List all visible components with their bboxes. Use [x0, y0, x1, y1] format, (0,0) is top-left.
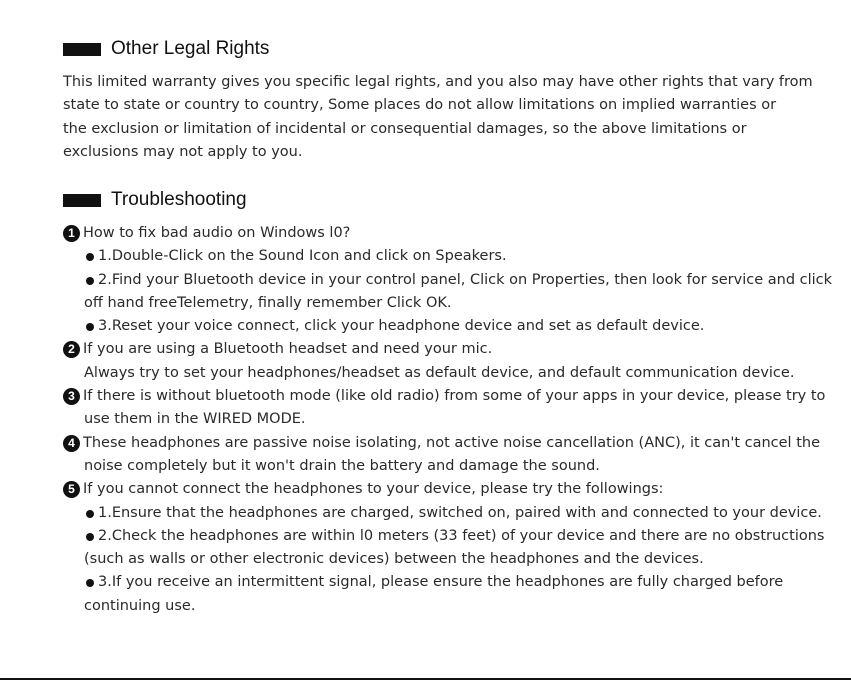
troubleshooting-title: Troubleshooting — [111, 189, 247, 210]
question-row — [63, 432, 843, 455]
bullet-text: 1.Ensure that the headphones are charged, switched on, paired with and connected to your device. — [98, 504, 822, 521]
bullet-text: 2.Find your Bluetooth device in your control panel, Click on Properties, then look for service and click — [98, 271, 833, 288]
number-badge-icon: 5 — [63, 481, 80, 498]
bullet-icon — [86, 510, 94, 518]
continuation-row — [63, 548, 843, 571]
bottom-rule — [0, 678, 851, 680]
continuation-text: (such as walls or other electronic devices) between the headphones and the devices. — [84, 551, 704, 568]
number-badge-icon: 4 — [63, 435, 80, 452]
bullet-text: 3.If you receive an intermittent signal, please ensure the headphones are fully charged before — [98, 574, 784, 591]
continuation-row — [63, 455, 843, 478]
question-text: If there is without bluetooth mode (like old radio) from some of your apps in your device, please try to — [83, 388, 826, 405]
question-text: How to fix bad audio on Windows l0? — [83, 225, 351, 241]
question-row — [63, 478, 843, 501]
bullet-text: 2.Check the headphones are within l0 meters (33 feet) of your device and there are no obstructions — [98, 527, 825, 544]
bullet-row — [63, 525, 843, 548]
continuation-row — [63, 292, 843, 315]
number-badge-icon: 2 — [63, 341, 80, 358]
question-text: If you are using a Bluetooth headset and need your mic. — [83, 341, 493, 358]
continuation-text: Always try to set your headphones/headset as default device, and default communication device. — [84, 364, 795, 381]
bullet-icon — [86, 323, 94, 331]
legal-heading — [63, 37, 269, 61]
question-row — [63, 338, 843, 361]
continuation-row — [63, 408, 843, 431]
legal-line: the exclusion or limitation of incidental or consequential damages, so the above limitations or — [63, 120, 747, 137]
heading-bar — [63, 194, 101, 207]
continuation-row — [63, 362, 843, 385]
bullet-text: 1.Double-Click on the Sound Icon and click on Speakers. — [98, 248, 507, 265]
question-row — [63, 385, 843, 408]
legal-line: This limited warranty gives you specific legal rights, and you also may have other rights that vary from — [63, 74, 813, 90]
continuation-row — [63, 595, 843, 618]
heading-bar — [63, 43, 101, 56]
continuation-text: off hand freeTelemetry, finally remember Click OK. — [84, 294, 452, 311]
bullet-icon — [86, 277, 94, 285]
bullet-row — [63, 502, 843, 525]
continuation-text: use them in the WIRED MODE. — [84, 411, 306, 428]
bullet-text: 3.Reset your voice connect, click your headphone device and set as default device. — [98, 318, 705, 335]
question-text: If you cannot connect the headphones to your device, please try the followings: — [83, 481, 664, 498]
legal-line: state to state or country to country, Some places do not allow limitations on implied warranties or — [63, 97, 777, 114]
troubleshooting-heading — [63, 188, 247, 212]
bullet-row — [63, 315, 843, 338]
number-badge-icon: 1 — [63, 225, 80, 242]
bullet-icon — [86, 533, 94, 541]
legal-line: exclusions may not apply to you. — [63, 143, 303, 160]
bullet-row — [63, 571, 843, 594]
bullet-icon — [86, 579, 94, 587]
question-row — [63, 222, 843, 245]
troubleshooting-list — [63, 222, 843, 618]
bullet-icon — [86, 253, 94, 261]
legal-paragraph — [63, 71, 823, 164]
question-text: These headphones are passive noise isolating, not active noise cancellation (ANC), it can't cancel the — [83, 434, 820, 451]
bullet-row — [63, 269, 843, 292]
number-badge-icon: 3 — [63, 388, 80, 405]
legal-title: Other Legal Rights — [111, 38, 270, 59]
bullet-row — [63, 245, 843, 268]
continuation-text: noise completely but it won't drain the battery and damage the sound. — [84, 457, 600, 474]
continuation-text: continuing use. — [84, 597, 196, 614]
